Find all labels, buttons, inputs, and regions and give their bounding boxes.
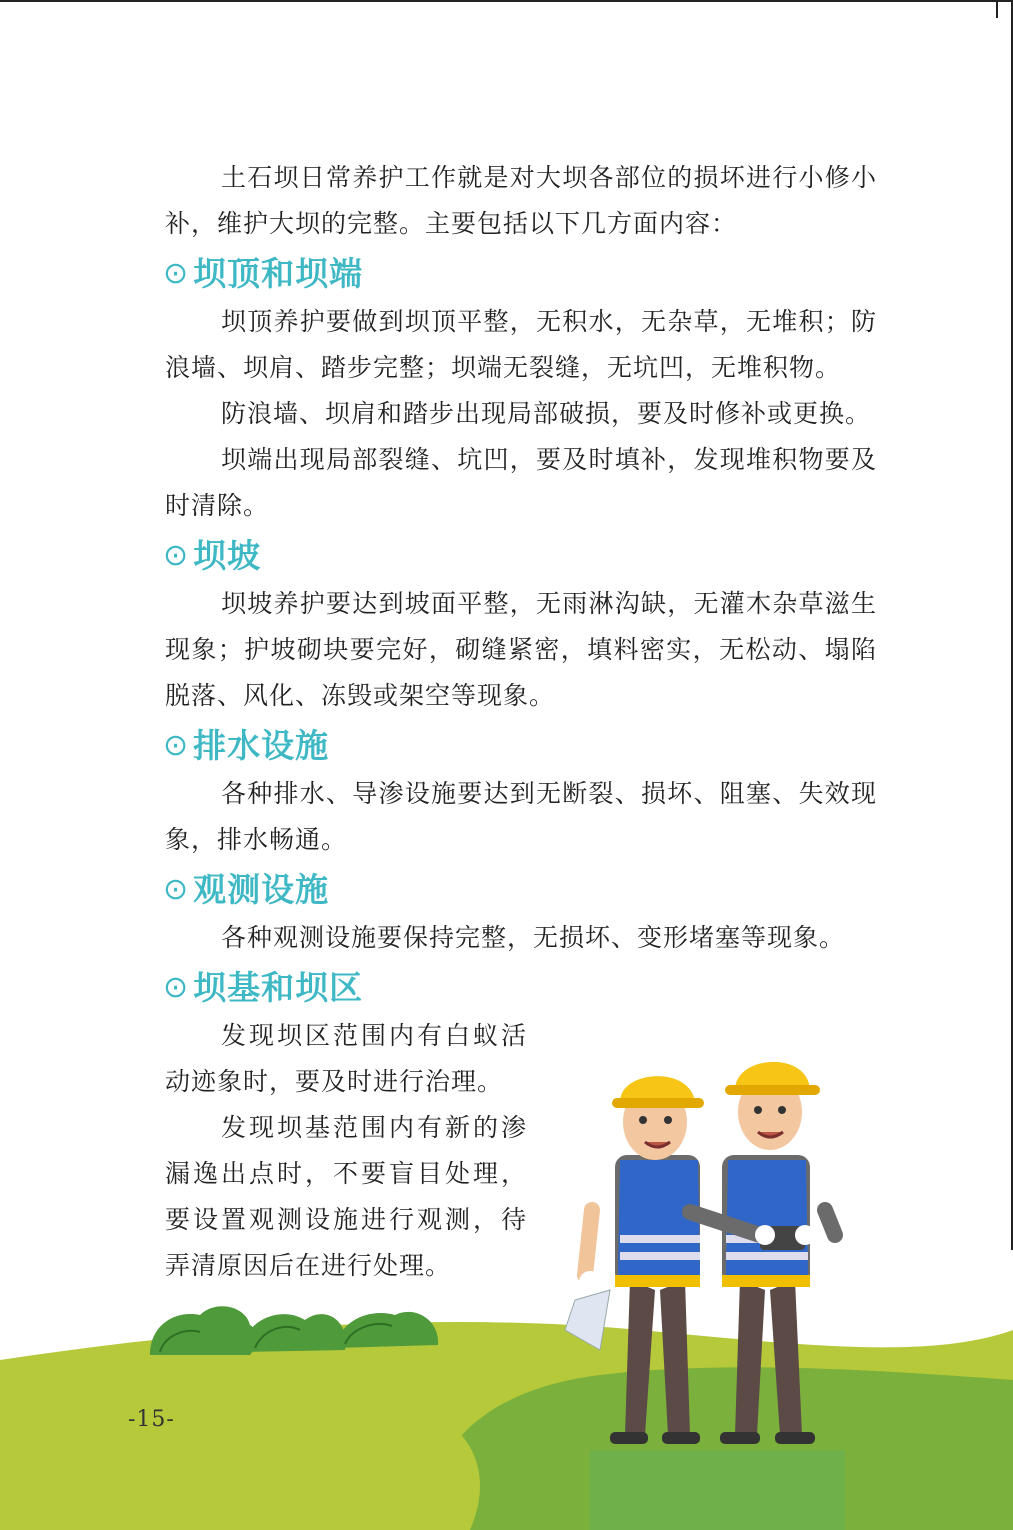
circle-dot-icon: ⊙ bbox=[163, 728, 190, 763]
section-title: 坝坡 bbox=[193, 536, 262, 575]
paragraph: 坝坡养护要达到坡面平整，无雨淋沟缺，无灌木杂草滋生现象；护坡砌块要完好，砌缝紧密，填料密实，无松动、塌陷脱落、风化、冻毁或架空等现象。 bbox=[165, 589, 877, 710]
workers-illustration bbox=[0, 1030, 1013, 1530]
paragraph: 坝顶养护要做到坝顶平整，无积水，无杂草，无堆积；防浪墙、坝肩、踏步完整；坝端无裂缝，无坑凹，无堆积物。 bbox=[165, 307, 877, 382]
section-title: 观测设施 bbox=[193, 870, 330, 909]
paragraph: 防浪墙、坝肩和踏步出现局部破损，要及时修补或更换。 bbox=[221, 399, 872, 428]
circle-dot-icon: ⊙ bbox=[163, 970, 190, 1005]
section-title: 坝顶和坝端 bbox=[193, 254, 364, 293]
paragraph: 发现坝基范围内有新的渗漏逸出点时，不要盲目处理，要设置观测设施进行观测，待弄清原因后在进行处理。 bbox=[165, 1113, 527, 1280]
paragraph: 坝端出现局部裂缝、坑凹，要及时填补，发现堆积物要及时清除。 bbox=[165, 445, 877, 520]
section-heading-slope bbox=[163, 531, 877, 581]
circle-dot-icon: ⊙ bbox=[163, 538, 190, 573]
page-number: -15- bbox=[128, 1407, 175, 1432]
section-heading-drainage bbox=[163, 721, 877, 771]
grass-patch bbox=[590, 1450, 845, 1530]
section-heading-crest bbox=[163, 249, 877, 299]
paragraph: 发现坝区范围内有白蚁活动迹象时，要及时进行治理。 bbox=[165, 1021, 527, 1096]
crop-mark bbox=[996, 0, 998, 18]
section-title: 排水设施 bbox=[193, 726, 330, 765]
paragraph: 各种观测设施要保持完整，无损坏、变形堵塞等现象。 bbox=[221, 923, 846, 952]
intro-paragraph: 土石坝日常养护工作就是对大坝各部位的损坏进行小修小补，维护大坝的完整。主要包括以下几方面内容： bbox=[165, 163, 877, 238]
page-border-top bbox=[0, 0, 1013, 2]
section-heading-monitoring bbox=[163, 865, 877, 915]
circle-dot-icon: ⊙ bbox=[163, 256, 190, 291]
section-title: 坝基和坝区 bbox=[193, 968, 364, 1007]
circle-dot-icon: ⊙ bbox=[163, 872, 190, 907]
section-heading-foundation bbox=[163, 963, 877, 1013]
paragraph: 各种排水、导渗设施要达到无断裂、损坏、阻塞、失效现象，排水畅通。 bbox=[165, 779, 877, 854]
